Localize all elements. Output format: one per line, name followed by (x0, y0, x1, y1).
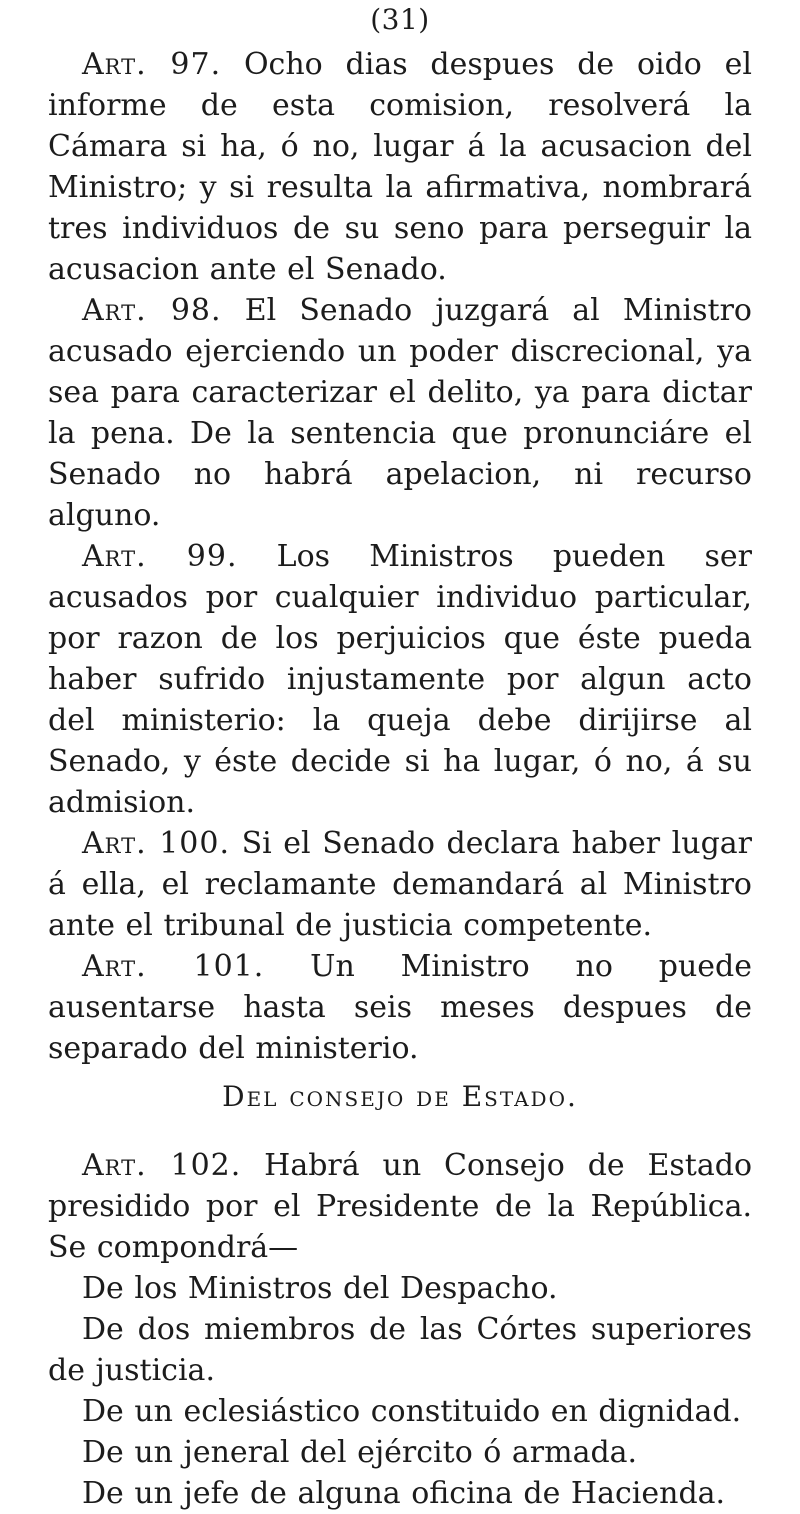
council-member-item: De dos miembros de las Córtes superiores de justicia. (48, 1312, 752, 1388)
council-member-item: De los Ministros del Despacho. (82, 1271, 558, 1306)
article-label: Art. 97. (82, 47, 222, 82)
article-text: El Senado juzgará al Ministro acusado ejerciendo un poder discrecional, ya sea para caracterizar el delito, ya para dictar la pena. De la sentencia que pronunciáre el Senado no habrá apelacion, ni recurso alguno. (48, 293, 752, 533)
page-number: (31) (370, 3, 430, 36)
article-label: Art. 102. (82, 1148, 242, 1183)
article-99 (48, 536, 752, 823)
article-97 (48, 44, 752, 290)
article-text: Habrá un Consejo de Estado presidido por el Presidente de la República. Se compondrá— (48, 1148, 753, 1265)
article-label: Art. 101. (82, 949, 265, 984)
council-member-item: De un jeneral del ejército ó armada. (82, 1435, 638, 1470)
article-label: Art. 100. (82, 826, 231, 861)
article-101 (48, 946, 752, 1069)
article-label: Art. 98. (82, 293, 222, 328)
council-member-item: De un eclesiástico constituido en dignidad. (82, 1394, 742, 1429)
section-heading: Del consejo de Estado. (222, 1080, 578, 1113)
article-102 (48, 1145, 752, 1268)
article-text: Un Ministro no puede ausentarse hasta seis meses despues de separado del ministerio. (48, 949, 752, 1066)
article-text: Si el Senado declara haber lugar á ella, el reclamante demandará al Ministro ante el tribunal de justicia competente. (48, 826, 753, 943)
article-text: Ocho dias despues de oido el informe de esta comision, resolverá la Cámara si ha, ó no, lugar á la acusacion del Ministro; y si resulta la afirmativa, nombrará tres individuos de su seno para perseguir la acusacion ante el Senado. (48, 47, 752, 287)
council-member-item: De un jefe de alguna oficina de Hacienda. (82, 1476, 726, 1511)
article-100 (48, 823, 752, 946)
article-98 (48, 290, 752, 536)
article-text: Los Ministros pueden ser acusados por cualquier individuo particular, por razon de los perjuicios que éste pueda haber sufrido injustamente por algun acto del ministerio: la queja debe dirijirse al Senado, y éste decide si ha lugar, ó no, á su admision. (48, 539, 753, 820)
article-label: Art. 99. (82, 539, 238, 574)
